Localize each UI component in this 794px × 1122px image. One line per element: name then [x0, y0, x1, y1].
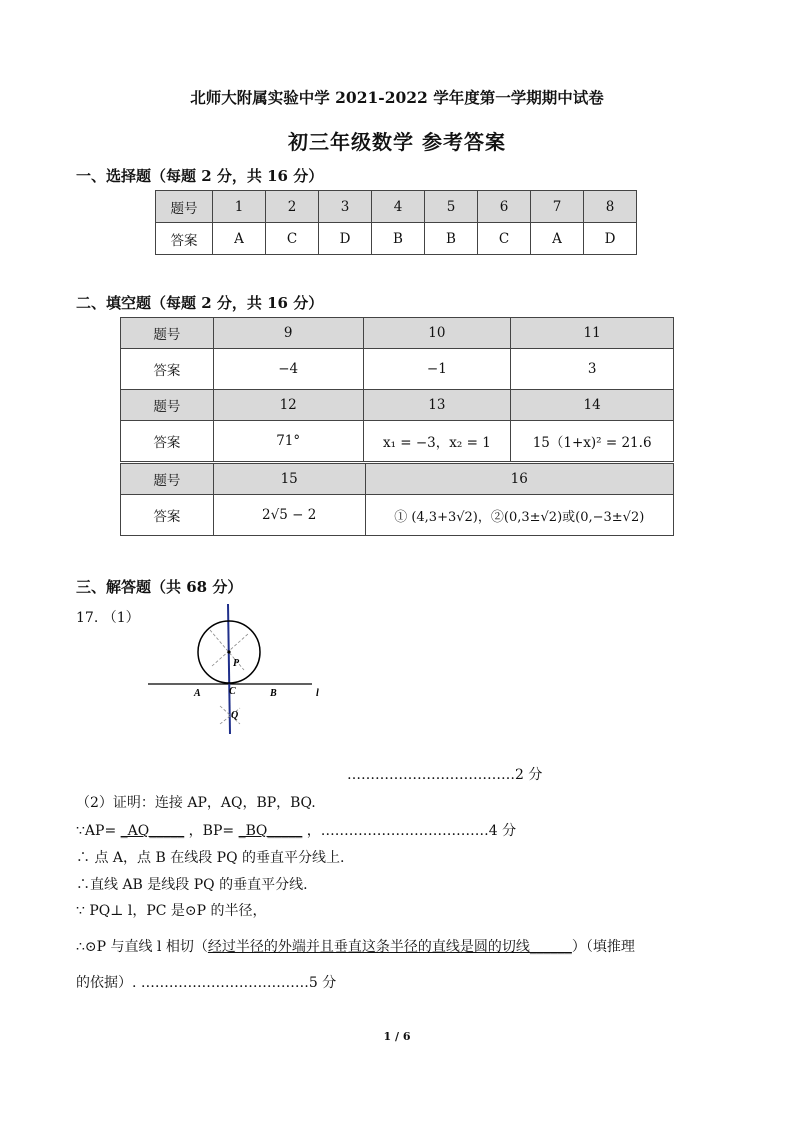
table-row	[121, 318, 674, 349]
label-c: C	[229, 686, 236, 697]
fill-answer-table	[120, 317, 674, 462]
question-17-label: 17. （1）	[76, 610, 140, 626]
table-row	[121, 495, 674, 536]
header-cell: 答案	[121, 349, 214, 390]
label-p: P	[233, 658, 240, 669]
proof-text: ∴⊙P 与直线 l 相切（	[76, 939, 208, 955]
table-cell: D	[319, 223, 372, 255]
table-cell: −1	[363, 349, 511, 390]
table-row	[121, 464, 674, 495]
header-cell: 题号	[121, 464, 214, 495]
proof-text: ∵AP=	[76, 823, 121, 839]
point-p	[227, 650, 230, 653]
header-cell: 题号	[156, 191, 213, 223]
table-cell: 71°	[213, 421, 363, 462]
table-cell: B	[425, 223, 478, 255]
proof-line-7: 的依据）. ………………………………5 分	[76, 975, 337, 991]
proof-line-6	[76, 936, 635, 956]
section2-heading: 二、填空题（每题 2 分，共 16 分）	[76, 294, 324, 312]
header-cell: 答案	[156, 223, 213, 255]
answer-blank-bq: _BQ_____	[238, 823, 303, 839]
tangent-construction-figure	[140, 600, 340, 740]
choice-answer-table	[155, 190, 637, 255]
proof-text: ）（填推理	[571, 939, 635, 955]
proof-line-1: （2）证明：连接 AP，AQ，BP，BQ.	[76, 795, 316, 811]
table-cell: A	[531, 223, 584, 255]
proof-line-5: ∵ PQ⊥ l，PC 是⊙P 的半径，	[76, 903, 267, 919]
table-cell: 13	[363, 390, 511, 421]
table-cell: 15（1+x)² = 21.6	[511, 421, 674, 462]
table-cell: D	[584, 223, 637, 255]
section1-heading: 一、选择题（每题 2 分，共 16 分）	[76, 167, 324, 185]
label-b: B	[270, 688, 277, 699]
table-cell: 6	[478, 191, 531, 223]
answer-blank-aq: _AQ_____	[120, 823, 185, 839]
table-cell: 9	[213, 318, 363, 349]
table-cell: 2√5 − 2	[213, 495, 365, 536]
answer-blank-reason: 经过半径的外端并且垂直这条半径的直线是圆的切线______	[207, 939, 572, 955]
label-l: l	[316, 688, 319, 699]
table-cell: A	[213, 223, 266, 255]
table-cell: B	[372, 223, 425, 255]
label-q: Q	[231, 710, 239, 721]
table-cell: 16	[365, 464, 673, 495]
header-cell: 题号	[121, 318, 214, 349]
proof-text: ，………………………………4 分	[302, 823, 517, 839]
table-row	[156, 223, 637, 255]
table-cell: 15	[213, 464, 365, 495]
table-cell: 4	[372, 191, 425, 223]
table-cell: 8	[584, 191, 637, 223]
exam-title: 北师大附属实验中学 2021-2022 学年度第一学期期中试卷	[190, 88, 604, 107]
table-cell: ① (4,3+3√2)，②(0,3±√2)或(0,−3±√2)	[365, 495, 673, 536]
table-cell: 5	[425, 191, 478, 223]
answer-key-subtitle: 初三年级数学 参考答案	[288, 130, 506, 154]
header-cell: 题号	[121, 390, 214, 421]
table-cell: 12	[213, 390, 363, 421]
table-cell: C	[478, 223, 531, 255]
header-cell: 答案	[121, 495, 214, 536]
proof-text: ，BP=	[184, 823, 239, 839]
label-a: A	[194, 688, 201, 699]
fill-answer-table-part2	[120, 463, 674, 536]
score-line-1: ………………………………2 分	[347, 767, 543, 783]
table-cell: x₁ = −3，x₂ = 1	[363, 421, 511, 462]
page-number: 1 / 6	[383, 1030, 411, 1043]
table-cell: C	[266, 223, 319, 255]
table-row	[156, 191, 637, 223]
header-cell: 答案	[121, 421, 214, 462]
table-row	[121, 421, 674, 462]
table-row	[121, 349, 674, 390]
table-cell: 14	[511, 390, 674, 421]
table-row	[121, 390, 674, 421]
table-cell: −4	[213, 349, 363, 390]
proof-line-3: ∴ 点 A，点 B 在线段 PQ 的垂直平分线上.	[76, 850, 345, 866]
table-cell: 1	[213, 191, 266, 223]
table-cell: 11	[511, 318, 674, 349]
table-cell: 3	[511, 349, 674, 390]
proof-line-4: ∴直线 AB 是线段 PQ 的垂直平分线.	[76, 877, 308, 893]
table-cell: 2	[266, 191, 319, 223]
table-cell: 7	[531, 191, 584, 223]
table-cell: 10	[363, 318, 511, 349]
proof-line-2	[76, 820, 516, 840]
section3-heading: 三、解答题（共 68 分）	[76, 578, 243, 596]
table-cell: 3	[319, 191, 372, 223]
